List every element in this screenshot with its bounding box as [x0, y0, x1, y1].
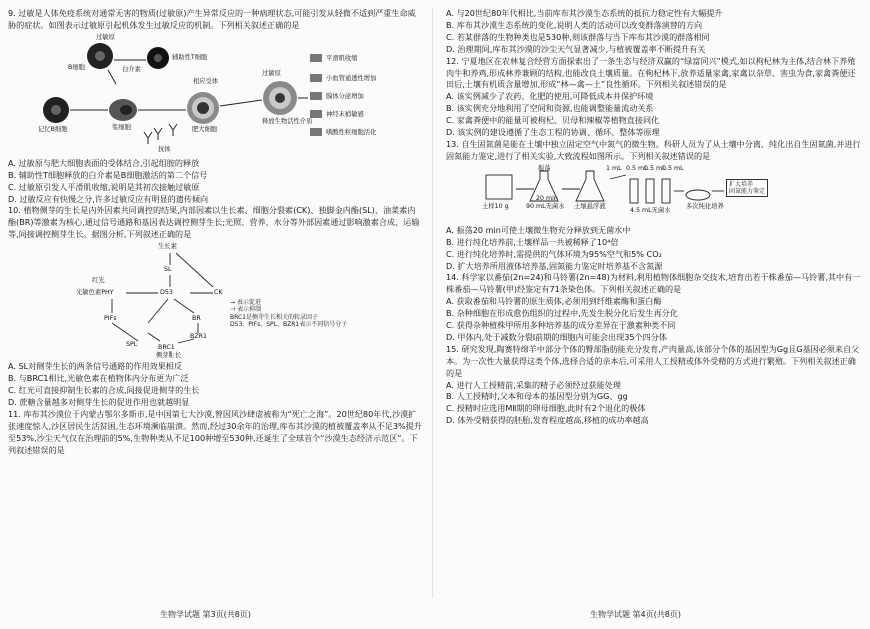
q9-stem: 9. 过敏是人体免疫系统对通常无害的物质(过敏原)产生异常反应的一种病理状态,可能引发从轻微不适到严重生命威胁的症状。如图表示过敏原引起机体发生过敏反应的机制。下列相关叙述正确的是 [8, 8, 416, 30]
q10-label-phy: 光敏色素PHY [76, 289, 114, 297]
q10-label-bud-growth: 侧芽生长 [156, 352, 182, 360]
q13-figure [446, 165, 862, 223]
tube-1-shape [630, 179, 638, 203]
q9-label-mediator: 释放生物活性介质 [262, 117, 313, 125]
tube-2-shape [646, 179, 654, 203]
smooth-muscle-icon [310, 54, 322, 62]
left-column [8, 8, 422, 456]
q14-option-a: A. 获取番茄和马铃薯的原生质体,必须用到纤维素酶和蛋白酶 [446, 296, 662, 307]
q9-label-allergen: 过敏原 [96, 33, 115, 41]
q10-label-ck: CK [214, 289, 223, 297]
q15-stem: 15. 研究发现,陶赛特绵羊中部分个体的臀部脂肪能充分发育,产肉量高,该部分个体的基因型为Gg且G基因必须来自父本。为一次性大量获得这类个体,选择合适的亲本后,可采用人工授精或体外受精的方式进行繁殖。下列相关叙述正确的是 [446, 343, 860, 378]
question-13 [446, 139, 862, 272]
question-12 [446, 56, 862, 139]
q13-label-suspension: 土壤悬浮液 [574, 202, 606, 210]
question-14 [446, 272, 862, 343]
question-11 [8, 409, 422, 457]
q10-label-br: BR [192, 315, 201, 323]
q9-label-gland: 腺体分泌增加 [326, 92, 364, 100]
q12-option-c: C. 家禽粪便中的能量可被枸杞、贝母和辣椒等植物直接同化 [446, 115, 660, 126]
q12-option-b: B. 该实例充分地利用了空间和资源,也能调整能量流动关系 [446, 103, 654, 114]
q10-legend-inhibit: ⊣ 表示抑制 [230, 306, 262, 314]
q9-label-eosinophil: 嗜酸性粒细胞活化 [326, 128, 377, 136]
q9-figure [8, 34, 422, 156]
q13-option-c: C. 进行纯化培养时,需提供的气体环境为95%空气和5% CO₂ [446, 248, 662, 259]
footer-left: 生物学试题 第3页(共8页) [160, 610, 251, 619]
q14-stem: 14. 科学家以番茄(2n=24)和马铃薯(2n=48)为材料,利用植物体细胞杂交技术,培育出若干株番茄—马铃薯,其中有一株番茄—马铃薯(甲)经鉴定有71条染色体。下列相关叙述正确的是 [446, 272, 861, 295]
right-column [446, 8, 862, 427]
q11-stem: 11. 库布其沙漠位于内蒙古鄂尔多斯市,是中国第七大沙漠,曾因风沙肆虐被称为“死亡之海”。20世纪80年代,沙漠扩张速度惊人,沙区居民生活贫困,生态环境濒临崩溃。然而,经过30余年的治理,库布其沙漠的植被覆盖率从不足3%提升至53%,沙尘天气仅在治理前的5%,生物种类从不足100种增至530种,还诞生了全球首个“沙漠生态经济示范区”。下列叙述错误的是 [8, 408, 422, 455]
q10-label-bzr1: BZR1 [190, 333, 208, 341]
q13-label-05ml-1: 0.5 mL [626, 164, 648, 172]
q15-option-d: D. 体外受精获得的胚胎,发育程度越高,移植的成功率越高 [446, 415, 649, 426]
q15-option-b: B. 人工授精时,父本和母本的基因型分别为GG、gg [446, 391, 628, 402]
q13-label-assay: 固氮能力鉴定 [729, 187, 766, 195]
q12-option-a: A. 该实例减少了农药、化肥的使用,可降低成本并保护环境 [446, 91, 654, 102]
q9-label-smooth-muscle: 平滑肌收缩 [326, 54, 358, 62]
q10-option-b: B. 与BRC1相比,光敏色素在植物体内分布更为广泛 [8, 373, 189, 384]
q10-label-spl: SPL [126, 341, 138, 349]
q13-label-shake: 振荡 [538, 164, 551, 172]
q15-option-a: A. 进行人工授精前,采集的精子必须经过获能处理 [446, 379, 621, 390]
q9-label-nerve: 神经末梢敏感 [326, 110, 364, 118]
q13-label-45ml: 4.5 mL无菌水 [630, 206, 671, 214]
q13-label-20min: 20 min [536, 194, 558, 202]
q11-option-a: A. 与20世纪80年代相比,当前库布其沙漠生态系统的抵抗力稳定性有大幅提升 [446, 8, 723, 18]
q9-label-allergen-2: 过敏原 [262, 69, 281, 77]
q13-label-purify: 多次纯化培养 [686, 202, 724, 210]
q14-option-c: C. 获得杂种植株甲所用多种培养基的成分差异在于激素种类不同 [446, 320, 676, 331]
q10-label-d53: D53 [160, 289, 173, 297]
q11-option-c: C. 若某群落的生物种类也是530种,则该群落与当下库布其沙漠的群落相同 [446, 31, 710, 42]
q9-label-helper-t: 辅助性T细胞 [172, 53, 208, 61]
q13-label-90ml: 90 mL无菌水 [526, 202, 565, 210]
q9-option-c: C. 过敏原引发人平滑肌收缩,说明是其初次接触过敏原 [8, 181, 200, 192]
q10-label-sl: SL [164, 266, 172, 274]
q10-label-pifs: PIFs [104, 315, 117, 323]
q10-legend-brc1: BRC1是侧芽生长相关的转录因子 [230, 313, 318, 321]
soil-sample-shape [486, 175, 512, 199]
q10-option-a: A. SL对侧芽生长的两条信号通路的作用效果相反 [8, 361, 182, 372]
question-9 [8, 8, 422, 205]
q10-label-auxin: 生长素 [158, 243, 177, 251]
q13-option-a: A. 振荡20 min可使土壤微生物充分释放到无菌水中 [446, 224, 631, 235]
q11-option-d: D. 治理期间,库布其沙漠的沙尘天气显著减少,与植被覆盖率不断提升有关 [446, 43, 706, 54]
q15-option-c: C. 授精时应选用MⅡ期的卵母细胞,此时有2个退化的极体 [446, 403, 646, 414]
q9-label-antibody: 抗体 [158, 145, 171, 153]
q10-figure [8, 243, 422, 359]
q9-label-receptor: 相应受体 [193, 77, 219, 85]
q9-label-plasma: 浆细胞 [112, 123, 131, 131]
q13-label-soil: 土样10 g [482, 202, 509, 210]
q9-label-b-cell: B细胞 [68, 63, 85, 71]
nitrogen-fixer-isolation-diagram [446, 165, 862, 223]
q14-option-b: B. 杂种细胞在形成愈伤组织的过程中,先发生脱分化后发生再分化 [446, 308, 678, 319]
question-15 [446, 344, 862, 427]
q9-label-vessel: 小血管通透性增加 [326, 74, 377, 82]
vessel-icon [310, 74, 322, 82]
q13-label-1ml: 1 mL [606, 164, 622, 172]
q11-option-b: B. 库布其沙漠生态系统的变化,说明人类的活动可以改变群落演替的方向 [446, 19, 703, 30]
q12-stem: 12. 宁夏地区在农林复合经营方面探索出了一条生态与经济双赢的“绿富同兴”模式,如以枸杞林为主体,结合林下养殖肉牛和养鸡,形成林养兼顾的结构,也能改良土壤质量。在枸杞林下,放养适量家禽,家禽以杂草、害虫为食,家禽粪便还田后,土壤有机质含量增加,形成“林—禽—土”良性循环。下列相关叙述错误的是 [446, 55, 856, 90]
q9-label-interleukin: 白介素 [122, 65, 141, 73]
q9-option-d: D. 过敏反应有快慢之分,许多过敏反应有明显的遗传倾向 [8, 193, 209, 204]
q10-option-c: C. 红光可直接抑制生长素的合成,间接促进侧芽的生长 [8, 384, 200, 395]
q9-option-b: B. 辅助性T细胞释放的白介素是B细胞激活的第二个信号 [8, 169, 208, 180]
bud-signaling-diagram [8, 243, 422, 359]
q13-option-d: D. 扩大培养所用液体培养基,固氮能力鉴定时培养基不含氮源 [446, 260, 663, 271]
flask-2-shape [576, 171, 604, 201]
q10-legend [230, 299, 347, 328]
q9-label-mast: 肥大细胞 [192, 125, 218, 133]
q10-label-brc1: BRC1 [158, 344, 175, 352]
q10-legend-signals: D53、PIFs、SPL、BZR1表示不同信号分子 [230, 320, 348, 328]
eosinophil-icon [310, 128, 322, 136]
q10-stem: 10. 植物侧芽的生长是内外因素共同调控的结果,内部因素以生长素、细胞分裂素(CK)、独脚金内酯(SL)、油菜素内酯(BR)等激素为核心,通过信号通路和基因表达调控侧芽生长;光照、营养、水分等外部因素通过影响激素合成、运输等,间接调控侧芽生长。据图分析,下列叙述正确的是 [8, 205, 420, 240]
column-divider [432, 8, 433, 598]
q13-label-expand: 扩大培养 [729, 180, 754, 188]
footer-right: 生物学试题 第4页(共8页) [590, 610, 681, 619]
q10-legend-promote: → 表示促进 [230, 299, 261, 307]
plate-shape [686, 190, 710, 200]
question-10 [8, 205, 422, 408]
gland-icon [310, 92, 322, 100]
q13-result-box [726, 179, 768, 197]
q14-option-d: D. 甲体内,处于减数分裂Ⅰ前期的细胞内可能会出现35个四分体 [446, 331, 667, 342]
q9-label-memory-b: 记忆B细胞 [38, 125, 68, 133]
q10-label-red-light: 红光 [92, 277, 105, 285]
tube-3-shape [662, 179, 670, 203]
q13-label-05ml-3: 0.5 mL [662, 164, 684, 172]
question-11-options [446, 8, 862, 56]
q12-option-d: D. 该实例的建设遵循了生态工程的协调、循环、整体等原理 [446, 127, 660, 138]
nerve-icon [310, 110, 322, 118]
q13-option-b: B. 进行纯化培养前,土壤样品一共被稀释了10⁴倍 [446, 236, 619, 247]
q13-label-05ml-2: 0.5 mL [644, 164, 666, 172]
q10-option-d: D. 蔗糖含量越多对侧芽生长的促进作用也就越明显 [8, 396, 190, 407]
q13-stem: 13. 自生固氮菌是能在土壤中独立固定空气中氮气的微生物。科研人员为了从土壤中分离、纯化出自生固氮菌,并进行固氮能力鉴定,进行了相关实验,大致流程如图所示。下列相关叙述错误的是 [446, 138, 861, 161]
q9-option-a: A. 过敏原与肥大细胞表面的受体结合,引起组胺的释放 [8, 157, 200, 168]
